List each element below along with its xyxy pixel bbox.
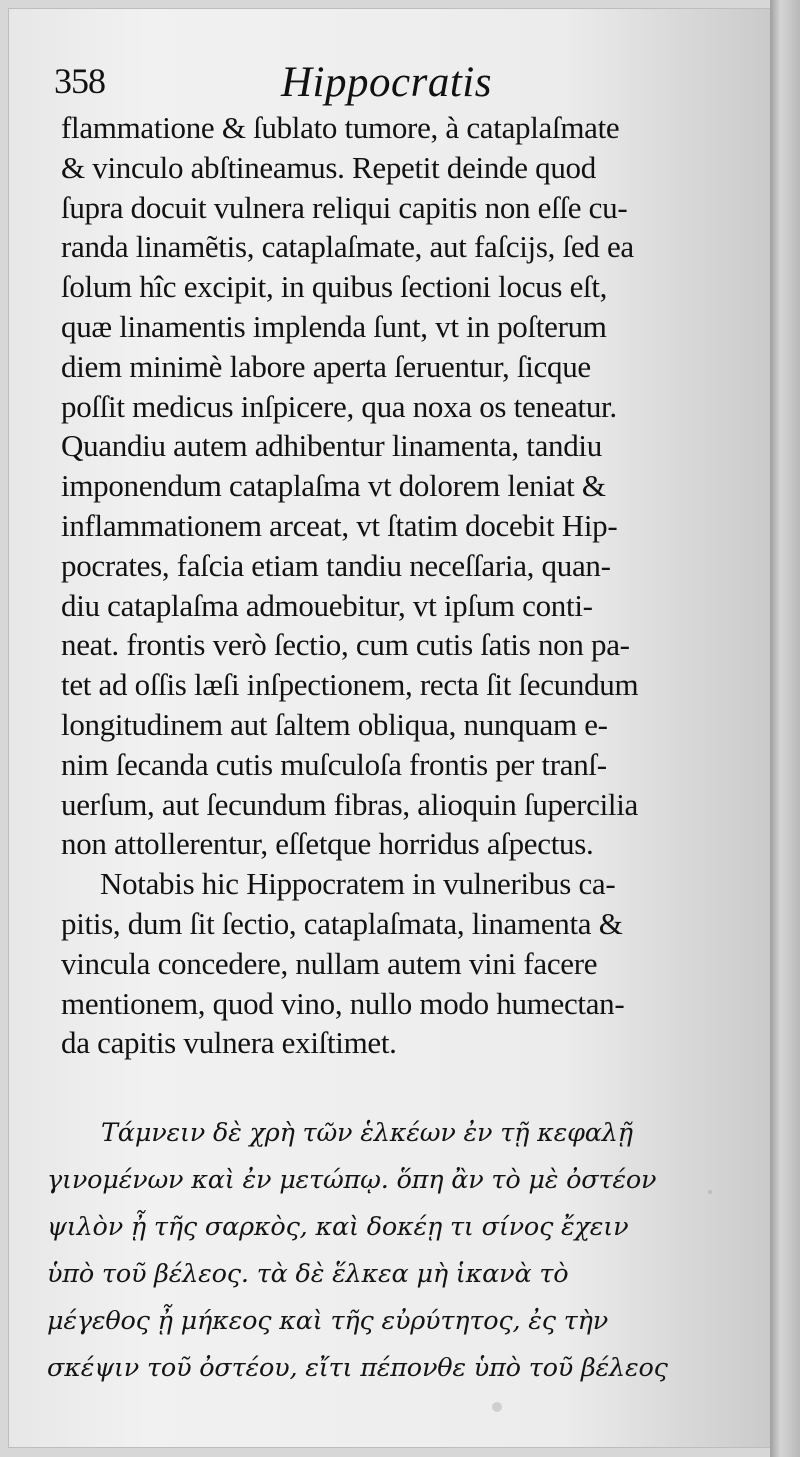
text-line: quæ linamentis implenda ſunt, vt in poſterum: [61, 308, 607, 344]
text-line: & vinculo abſtineamus. Repetit deinde quod: [61, 149, 596, 185]
text-line: randa linamẽtis, cataplaſmate, aut faſcijs, ſed ea: [61, 229, 634, 265]
text-line: inflammationem arceat, vt ſtatim docebit Hip-: [61, 507, 618, 543]
text-line: pitis, dum ſit ſectio, cataplaſmata, linamenta &: [61, 905, 623, 941]
page-header: [54, 58, 704, 108]
text-line: Quandiu autem adhibentur linamenta, tandiu: [61, 428, 602, 464]
greek-line: σκέψιν τοῦ ὀστέου, εἴτι πέπονθε ὑπὸ τοῦ βέλεος: [47, 1353, 668, 1383]
text-line: neat. frontis verò ſectio, cum cutis ſatis non pa-: [61, 627, 630, 663]
text-line: flammatione & ſublato tumore, à cataplaſmate: [61, 110, 620, 145]
latin-commentary: [61, 108, 713, 1063]
text-line: mentionem, quod vino, nullo modo humectan-: [61, 985, 625, 1021]
greek-line: ψιλὸν ᾖ τῆς σαρκὸς, καὶ δοκέῃ τι σίνος ἔχειν: [47, 1212, 629, 1242]
greek-text: [47, 1110, 693, 1392]
text-line: diem minimè labore aperta ſeruentur, ſicque: [61, 348, 591, 384]
greek-line: ὑπὸ τοῦ βέλεος. τὰ δὲ ἕλκεα μὴ ἱκανὰ τὸ: [47, 1259, 569, 1289]
paper-speck: [708, 1190, 712, 1194]
text-line: diu cataplaſma admouebitur, vt ipſum conti-: [61, 587, 593, 623]
running-title: Hippocratis: [281, 59, 492, 106]
text-line: vincula concedere, nullam autem vini facere: [61, 945, 598, 981]
text-line: ſupra docuit vulnera reliqui capitis non eſſe cu-: [61, 189, 628, 225]
text-line: pocrates, faſcia etiam tandiu neceſſaria, quan-: [61, 547, 611, 583]
text-line: poſſit medicus inſpicere, qua noxa os teneatur.: [61, 388, 617, 424]
text-line: imponendum cataplaſma vt dolorem leniat &: [61, 468, 606, 504]
text-line: nim ſecanda cutis muſculoſa frontis per tranſ-: [61, 746, 607, 782]
text-line: da capitis vulnera exiſtimet.: [61, 1025, 397, 1061]
text-line: tet ad oſſis læſi inſpectionem, recta ſit ſecundum: [61, 667, 639, 703]
text-line: non attollerentur, eſſetque horridus aſpectus.: [61, 826, 594, 862]
page-number: 358: [54, 61, 105, 101]
text-line: longitudinem aut ſaltem obliqua, nunquam e-: [61, 706, 608, 742]
greek-line: μέγεθος ᾖ μήκεος καὶ τῆς εὐρύτητος, ἐς τὴν: [47, 1306, 609, 1336]
page-gutter: [770, 0, 800, 1457]
text-line: Notabis hic Hippocratem in vulneribus ca-: [100, 866, 616, 902]
greek-line: Τάμνειν δὲ χρὴ τῶν ἑλκέων ἐν τῇ κεφαλῇ: [101, 1118, 633, 1148]
text-line: uerſum, aut ſecundum fibras, alioquin ſupercilia: [61, 786, 639, 822]
paper-speck: [119, 280, 122, 283]
paper-speck: [492, 1402, 502, 1412]
text-line: ſolum hîc excipit, in quibus ſectioni locus eſt,: [61, 269, 608, 305]
greek-line: γινομένων καὶ ἐν μετώπῳ. ὅπη ἂν τὸ μὲ ὀστέον: [47, 1165, 657, 1195]
